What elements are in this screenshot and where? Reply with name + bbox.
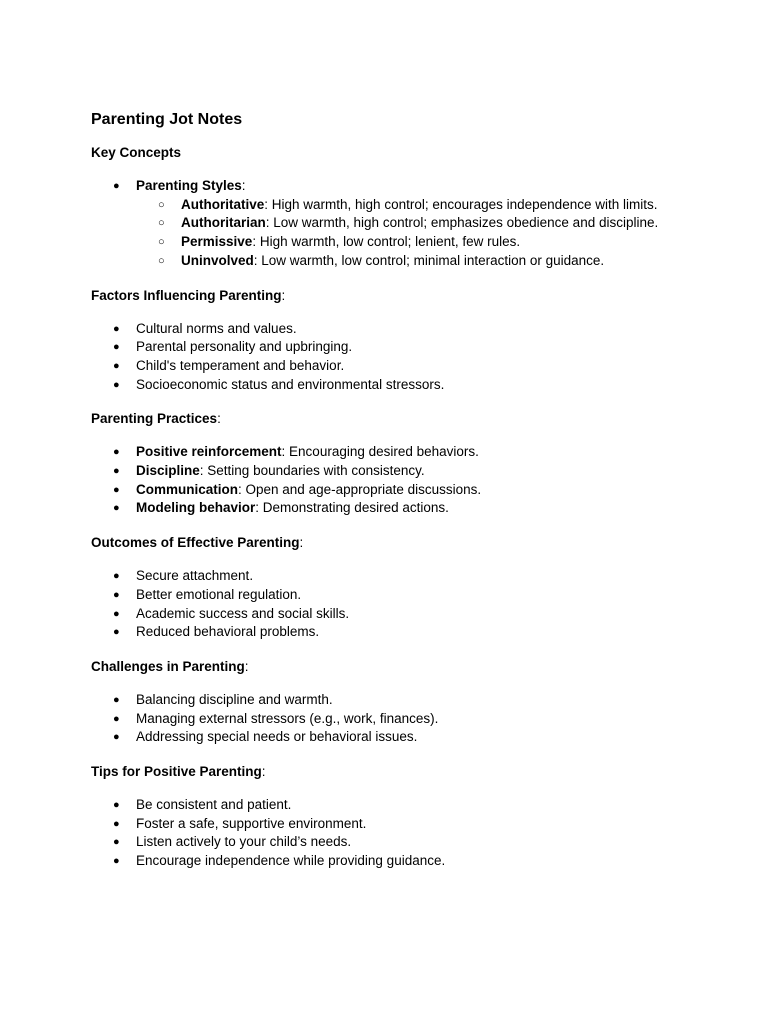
filled-bullet-icon: ●	[113, 693, 120, 706]
filled-bullet-icon: ●	[113, 588, 120, 601]
tips-list	[91, 796, 731, 871]
list-item-suffix: :	[241, 178, 246, 193]
list-item-text: Addressing special needs or behavioral issues.	[136, 729, 418, 745]
sublist-item-term: Authoritarian	[181, 215, 266, 231]
filled-bullet-icon: ●	[113, 836, 120, 849]
list-item	[91, 338, 731, 357]
filled-bullet-icon: ●	[113, 855, 120, 868]
list-item-text: : Encouraging desired behaviors.	[281, 444, 479, 460]
list-item	[91, 320, 731, 339]
filled-bullet-icon: ●	[113, 626, 120, 639]
list-item-text: : Open and age-appropriate discussions.	[238, 481, 482, 497]
filled-bullet-icon: ●	[113, 483, 120, 496]
list-item	[91, 499, 731, 518]
list-item	[91, 357, 731, 376]
filled-bullet-icon: ●	[113, 322, 120, 335]
sublist-item-term: Uninvolved	[181, 252, 254, 268]
filled-bullet-icon: ●	[113, 712, 120, 725]
list-item-text: Cultural norms and values.	[136, 320, 297, 336]
filled-bullet-icon: ●	[113, 180, 120, 192]
sublist-item-text: : High warmth, low control; lenient, few rules.	[252, 234, 521, 250]
list-item-term: Positive reinforcement	[136, 444, 282, 460]
hollow-bullet-icon: ○	[158, 236, 165, 249]
section-heading-factors	[91, 286, 731, 305]
list-item-text: Child's temperament and behavior.	[136, 357, 345, 373]
sublist-item-text: : Low warmth, high control; emphasizes obedience and discipline.	[265, 215, 659, 231]
list-item-text: Be consistent and patient.	[136, 797, 292, 813]
list-item-text: : Setting boundaries with consistency.	[199, 463, 425, 479]
filled-bullet-icon: ●	[113, 446, 120, 459]
section-heading-label: Tips for Positive Parenting	[91, 764, 262, 780]
section-heading-label: Factors Influencing Parenting	[91, 287, 282, 303]
key-concepts-list	[91, 177, 731, 271]
practices-list	[91, 443, 731, 518]
list-item-text: Listen actively to your child’s needs.	[136, 834, 352, 850]
section-heading-suffix: :	[217, 411, 221, 427]
filled-bullet-icon: ●	[113, 799, 120, 812]
hollow-bullet-icon: ○	[158, 198, 165, 211]
filled-bullet-icon: ●	[113, 731, 120, 744]
list-item	[91, 796, 731, 815]
section-heading-outcomes	[91, 533, 731, 552]
list-item	[91, 691, 731, 710]
document-content	[91, 108, 731, 886]
list-item-text: : Demonstrating desired actions.	[255, 500, 449, 516]
list-item-text: Foster a safe, supportive environment.	[136, 815, 367, 831]
filled-bullet-icon: ●	[113, 502, 120, 515]
factors-list	[91, 320, 731, 395]
sublist-item-term: Permissive	[181, 234, 253, 250]
list-item-text: Socioeconomic status and environmental stressors.	[136, 376, 445, 392]
list-item	[91, 605, 731, 624]
list-item	[91, 586, 731, 605]
list-item	[91, 443, 731, 462]
section-heading-suffix: :	[261, 764, 266, 780]
list-item	[91, 710, 731, 729]
sublist-item-text: : Low warmth, low control; minimal interaction or guidance.	[253, 252, 605, 268]
list-item-text: Academic success and social skills.	[136, 605, 350, 621]
page-title: Parenting Jot Notes	[91, 111, 243, 128]
sublist-item	[136, 233, 731, 252]
list-item	[91, 852, 731, 871]
list-item-term: Parenting Styles	[136, 178, 242, 193]
section-heading-tips	[91, 762, 731, 781]
sublist-item	[136, 252, 731, 271]
outcomes-list	[91, 567, 731, 642]
list-item-term: Communication	[136, 481, 239, 497]
list-item	[91, 728, 731, 747]
list-item-text: Reduced behavioral problems.	[136, 624, 320, 640]
section-heading-challenges	[91, 657, 731, 676]
hollow-bullet-icon: ○	[158, 217, 165, 230]
sublist-item-term: Authoritative	[181, 196, 265, 212]
list-item-text: Balancing discipline and warmth.	[136, 691, 333, 707]
list-item	[91, 462, 731, 481]
list-item	[91, 833, 731, 852]
filled-bullet-icon: ●	[113, 570, 120, 583]
list-item	[91, 567, 731, 586]
list-item-term: Discipline	[136, 463, 200, 479]
list-item-text: Secure attachment.	[136, 568, 254, 584]
filled-bullet-icon: ●	[113, 465, 120, 478]
section-heading-suffix: :	[299, 535, 304, 551]
section-heading-label: Key Concepts	[91, 145, 182, 160]
list-item-text: Parental personality and upbringing.	[136, 339, 353, 355]
section-heading-label: Parenting Practices	[91, 411, 218, 427]
list-item-text: Encourage independence while providing guidance.	[136, 853, 446, 869]
sublist-item	[136, 214, 731, 233]
section-heading-suffix: :	[281, 287, 286, 303]
filled-bullet-icon: ●	[113, 817, 120, 830]
filled-bullet-icon: ●	[113, 607, 120, 620]
filled-bullet-icon: ●	[113, 359, 120, 372]
filled-bullet-icon: ●	[113, 378, 120, 391]
list-item-parenting-styles	[91, 177, 731, 271]
section-heading-label: Challenges in Parenting	[91, 658, 245, 674]
sublist-item-text: : High warmth, high control; encourages independence with limits.	[264, 196, 658, 212]
list-item-text: Better emotional regulation.	[136, 586, 302, 602]
list-item-term: Modeling behavior	[136, 500, 256, 516]
challenges-list	[91, 691, 731, 747]
section-heading-key-concepts	[91, 143, 731, 162]
section-heading-suffix: :	[244, 658, 249, 674]
filled-bullet-icon: ●	[113, 341, 120, 354]
sublist-item	[136, 196, 731, 215]
hollow-bullet-icon: ○	[158, 254, 165, 267]
list-item	[91, 376, 731, 395]
list-item-text: Managing external stressors (e.g., work, finances).	[136, 710, 439, 726]
parenting-styles-sublist	[136, 196, 731, 271]
section-heading-practices	[91, 409, 731, 428]
list-item	[91, 815, 731, 834]
list-item	[91, 481, 731, 500]
list-item	[91, 623, 731, 642]
section-heading-label: Outcomes of Effective Parenting	[91, 535, 300, 551]
